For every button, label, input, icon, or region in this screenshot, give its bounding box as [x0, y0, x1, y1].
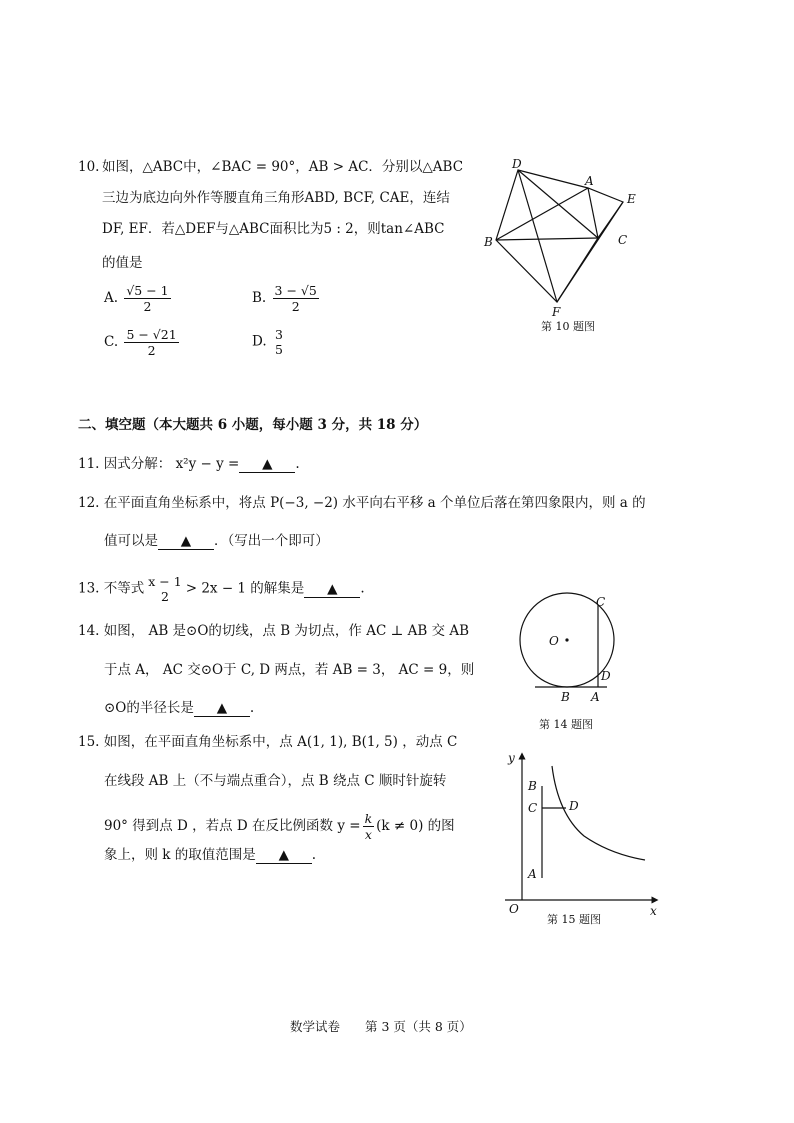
section-2-heading: 二、填空题（本大题共 6 小题，每小题 3 分，共 18 分） [78, 417, 428, 433]
q10-figure [478, 150, 648, 320]
q15-point-c: C [528, 801, 538, 815]
option-label: A. [104, 290, 119, 306]
q11: 11. 因式分解： x²y − y = ▲ . [78, 456, 300, 472]
option-label: B. [252, 290, 267, 306]
q14-line-2: 于点 A， AC 交⊙O于 C, D 两点，若 AB = 3， AC = 9，则 [104, 662, 475, 678]
page-footer: 数学试卷 第 3 页（共 8 页） [290, 1019, 472, 1034]
q12-number: 12. [78, 495, 100, 511]
q10-point-c: C [618, 233, 628, 247]
q10-figure-lines [496, 170, 623, 302]
option-fraction: $\frac{√5 - 1}{2}$ [126, 283, 169, 314]
q12-line-1 [78, 494, 646, 512]
q10-point-a: A [585, 174, 594, 188]
q10-number: 10. [78, 159, 100, 175]
q10-point-d: D [512, 157, 522, 171]
q10-option-b [252, 283, 321, 314]
q15-figure [500, 750, 665, 920]
q15-line-2: 在线段 AB 上（不与端点重合），点 B 绕点 C 顺时针旋转 [104, 773, 447, 789]
q15-origin-o: O [509, 902, 519, 916]
q12-line-2: 值可以是 ▲ ．（写出一个即可） [104, 533, 329, 549]
q15-line-1: 15. 如图，在平面直角坐标系中，点 A(1, 1), B(1, 5) ，动点 C [78, 734, 458, 750]
q15-fraction: $\frac{k}{x}$ [364, 811, 373, 842]
q10-option-d [252, 327, 287, 357]
q13-number: 13. [78, 580, 100, 597]
q14-center-dot [565, 638, 568, 641]
q15-label-y: y [508, 751, 515, 765]
q14-point-d: D [601, 669, 611, 683]
q15-label-x: x [650, 904, 657, 918]
q15-number: 15. [78, 734, 100, 750]
option-label: C. [104, 334, 119, 350]
q15-line-3: 90° 得到点 D ，若点 D 在反比例函数 y = $\frac{k}{x}$ (k ≠ 0) 的图 [104, 811, 455, 842]
q11-answer-blank[interactable]: ▲ [239, 457, 295, 473]
q12-text: 在平面直角坐标系中，将点 P(−3, −2) 水平向右平移 a 个单位后落在第四象限内，则 a 的 [103, 495, 646, 511]
q10-option-c [104, 327, 181, 358]
q15-point-a: A [528, 867, 537, 881]
q14-answer-blank[interactable]: ▲ [194, 701, 250, 717]
q15-answer-blank[interactable]: ▲ [256, 848, 312, 864]
q14-point-a: A [591, 690, 600, 704]
q14-figure-caption: 第 14 题图 [539, 718, 593, 731]
q14-number: 14. [78, 623, 100, 639]
q11-number: 11. [78, 456, 100, 472]
q15-point-d: D [569, 799, 579, 813]
q10-figure-caption: 第 10 题图 [541, 320, 595, 333]
q10-line-3: DF, EF．若△DEF与△ABC面积比为5 : 2，则tan∠ABC [102, 221, 445, 237]
q15-hyperbola [552, 766, 645, 860]
option-fraction: 3 5 [274, 327, 283, 357]
q13-answer-blank[interactable]: ▲ [304, 582, 360, 598]
q15-figure-caption: 第 15 题图 [547, 913, 601, 926]
q14-figure [505, 590, 640, 705]
q10-point-f: F [552, 305, 561, 319]
q14-point-b: B [561, 690, 570, 704]
q14-point-c: C [596, 595, 606, 609]
q10-point-e: E [627, 192, 636, 206]
q12-answer-blank[interactable]: ▲ [158, 534, 214, 550]
q15-point-b: B [528, 779, 537, 793]
q14-point-o: O [549, 634, 559, 648]
q15-line-4: 象上，则 k 的取值范围是 ▲ . [104, 847, 317, 863]
q10-option-a [104, 283, 173, 314]
q14-line-3: ⊙O的半径长是 ▲ . [104, 700, 255, 716]
q10-point-b: B [484, 235, 493, 249]
q10-line-2: 三边为底边向外作等腰直角三角形ABD, BCF, CAE，连结 [102, 190, 450, 206]
q10-line-4: 的值是 [102, 255, 143, 271]
q13: 13. 不等式 x − 1 2 > 2x − 1 的解集是 ▲ . [78, 574, 365, 604]
option-label: D. [252, 333, 267, 350]
q11-text: 因式分解： x²y − y = [103, 456, 240, 472]
option-fraction: $\frac{5 - √21}{2}$ [126, 327, 177, 358]
option-fraction: $\frac{3 - √5}{2}$ [274, 283, 317, 314]
q13-fraction: x − 1 2 [148, 574, 182, 604]
q14-line-1: 14. 如图， AB 是⊙O的切线，点 B 为切点，作 AC ⊥ AB 交 AB [78, 623, 469, 639]
q10-line-1: 如图，△ABC中，∠BAC = 90°，AB > AC．分别以△ABC [102, 159, 464, 175]
